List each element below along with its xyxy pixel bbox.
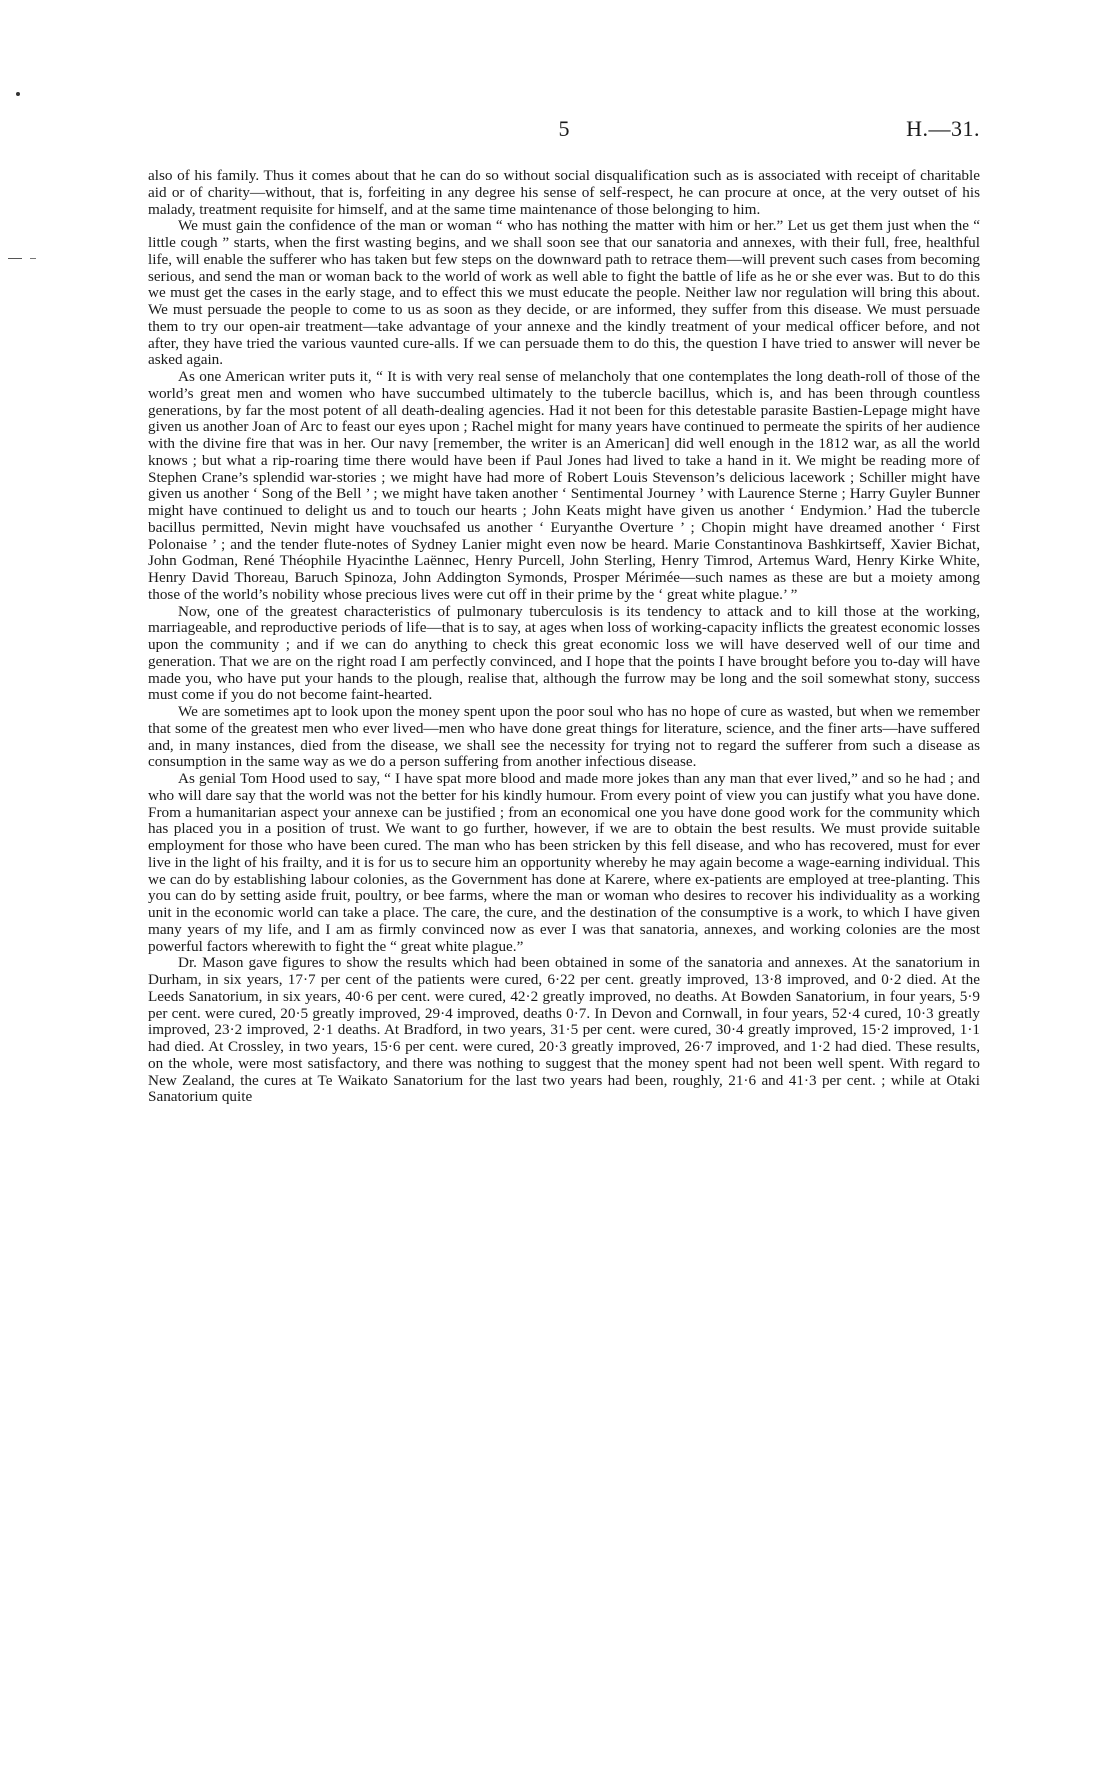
margin-dash-mark — [8, 258, 22, 259]
page-number: 5 — [558, 116, 570, 141]
margin-dot-mark — [16, 92, 20, 96]
paragraph-confidence: We must gain the confidence of the man or woman “ who has nothing the matter with him or her.” Let us get them just when the “ little cough ” starts, when the first wasting begins, and we shall soon see that our sanatoria and annexes, with their full, free, healthful life, will enable the sufferer who has taken but few steps on the downward path to retrace them—will prevent such cases from becoming serious, and send the man or woman back to the world of work as well able to fight the battle of life as he or she ever was. But to do this we must get the cases in the early stage, and to effect this we must educate the people. Neither law nor regulation will bring this about. We must persuade the people to come to us as soon as they decide, or are informed, they suffer from this disease. We must persuade them to try our open-air treatment—take advantage of your annexe and the kindly treatment of your medical officer before, and not after, they have tried the various vaunted cure-alls. If we can persuade them to do this, the question I have tried to answer will never be asked again. — [148, 217, 980, 369]
paragraph-money-spent: We are sometimes apt to look upon the money spent upon the poor soul who has no hope of cure as wasted, but when we remember that some of the greatest men who ever lived—men who have done great things for literature, science, and the finer arts—have suffered and, in many instances, died from the disease, we shall see the necessity for trying not to regard the sufferer from such a disease as consumption in the same way as we do a person suffering from another infectious disease. — [148, 703, 980, 771]
paragraph-continuation: also of his family. Thus it comes about that he can do so without social disqualification such as is associated with receipt of charitable aid or of charity—without, that is, forfeiting in any degree his sense of self-respect, he can procure at once, at the very outset of his malady, treatment requisite for himself, and at the same time maintenance of those belonging to him. — [148, 167, 980, 218]
paragraph-dr-mason-figures: Dr. Mason gave figures to show the results which had been obtained in some of the sanatoria and annexes. At the sanatorium in Durham, in six years, 17·7 per cent of the patients were cured, 6·22 per cent. greatly improved, 13·8 improved, and 0·2 died. At the Leeds Sanatorium, in six years, 40·6 per cent. were cured, 42·2 greatly improved, no deaths. At Bowden Sanatorium, in four years, 5·9 per cent. were cured, 20·5 greatly improved, 29·4 improved, deaths 0·7. In Devon and Cornwall, in four years, 52·4 cured, 10·3 greatly improved, 23·2 improved, 2·1 deaths. At Bradford, in two years, 31·5 per cent. were cured, 30·4 greatly improved, 15·2 improved, 1·1 had died. At Crossley, in two years, 15·6 per cent. were cured, 20·3 greatly improved, 26·7 improved, and 1·2 had died. These results, on the whole, were most satisfactory, and there was nothing to suggest that the money spent had not been well spent. With regard to New Zealand, the cures at Te Waikato Sanatorium for the last two years had been, roughly, 21·6 and 41·3 per cent. ; while at Otaki Sanatorium quite — [148, 954, 980, 1106]
paragraph-pulmonary-tuberculosis: Now, one of the greatest characteristics of pulmonary tuberculosis is its tendency to attack and to kill those at the working, marriageable, and reproductive periods of life—that is to say, at ages when loss of working-capacity inflicts the greatest economic losses upon the community ; and if we can do anything to check this great economic loss we will have deserved well of our time and generation. That we are on the right road I am perfectly convinced, and I hope that the points I have brought before you to-day will have made you, who have put your hands to the plough, realise that, although the furrow may be long and the soil somewhat stony, success must come if you do not become faint-hearted. — [148, 602, 980, 704]
paragraph-tom-hood: As genial Tom Hood used to say, “ I have spat more blood and made more jokes than any man that ever lived,” and so he had ; and who will dare say that the world was not the better for his kindly humour. From every point of view you can justify what you have done. From a humanitarian aspect your annexe can be justified ; from an economical one you have done good work for the community which has placed you in a position of trust. We want to go further, however, if we are to obtain the best results. We must provide suitable employment for those who have been cured. The man who has been stricken by this fell disease, and who has recovered, must for ever live in the light of his frailty, and it is for us to secure him an opportunity whereby he may again become a wage-earning individual. This we can do by establishing labour colonies, as the Government has done at Karere, where ex-patients are employed at tree-planting. This you can do by setting aside fruit, poultry, or bee farms, where the man or woman who desires to recover his individuality as a working unit in the economic world can take a place. The care, the cure, and the destination of the consumptive is a work, to which I have given many years of my life, and I am as firmly convinced now as ever I was that sanatoria, annexes, and working colonies are the most powerful factors wherewith to fight the “ great white plague.” — [148, 770, 980, 955]
body-text — [148, 168, 980, 1106]
margin-dash-mark-small — [30, 258, 36, 259]
paragraph-american-writer: As one American writer puts it, “ It is with very real sense of melancholy that one contemplates the long death-roll of those of the world’s great men and women who have succumbed ultimately to the tubercle bacillus, which is, and has been through countless generations, by far the most potent of all death-dealing agencies. Had it not been for this detestable parasite Bastien-Lepage might have given us another Joan of Arc to feast our eyes upon ; Rachel might for many years have continued to permeate the spirits of her audience with the divine fire that was in her. Our navy [remember, the writer is an American] did well enough in the 1812 war, as all the world knows ; but what a rip-roaring time there would have been if Paul Jones had lived to take a hand in it. We might be reading more of Stephen Crane’s splendid war-stories ; we might have had more of Robert Louis Stevenson’s delicious lacework ; Schiller might have given us another ‘ Song of the Bell ’ ; we might have taken another ‘ Sentimental Journey ’ with Laurence Sterne ; Harry Guyler Bunner might have continued to delight us and to touch our hearts ; John Keats might have given us another ‘ Endymion.’ Had the tubercle bacillus permitted, Nevin might have vouchsafed us another ‘ Euryanthe Overture ’ ; Chopin might have dreamed another ‘ First Polonaise ’ ; and the tender flute-notes of Sydney Lanier might even now be heard. Marie Constantinova Bashkirtseff, Xavier Bichat, John Godman, René Théophile Hyacinthe Laënnec, Henry Purcell, John Sterling, Henry Timrod, Artemus Ward, Henry Kirke White, Henry David Thoreau, Baruch Spinoza, John Addington Symonds, Prosper Mérimée—such names as these are but a moiety among those of the world’s nobility whose precious lives were cut off in their prime by the ‘ great white plague.’ ” — [148, 368, 980, 603]
page-header — [148, 116, 980, 146]
document-reference: H.—31. — [906, 116, 980, 141]
